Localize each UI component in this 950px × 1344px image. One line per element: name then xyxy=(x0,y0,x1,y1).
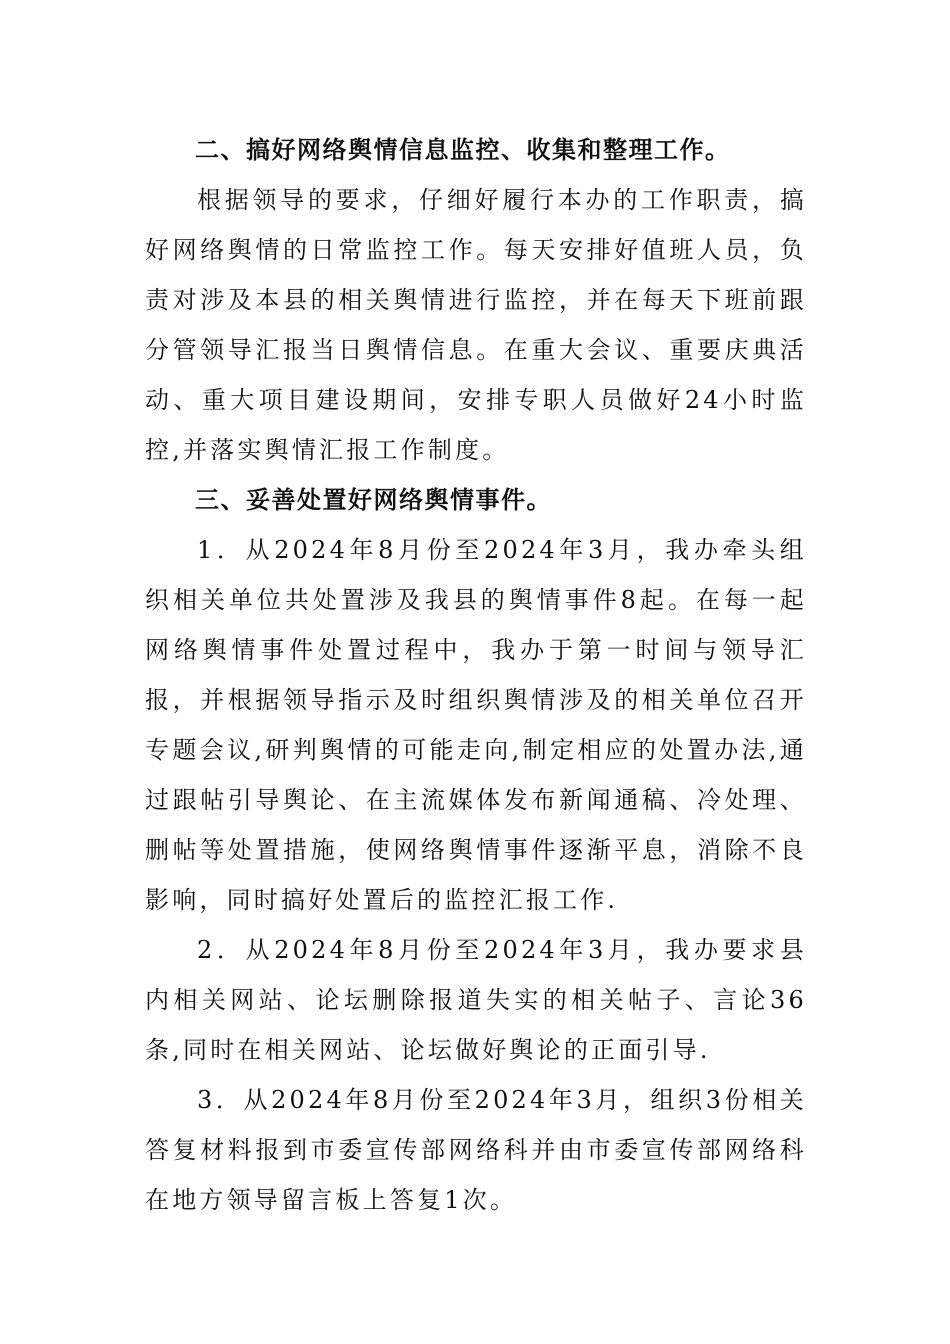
section-3-heading: 三、妥善处置好网络舆情事件。 xyxy=(195,485,552,514)
section-2-paragraph: 根据领导的要求，仔细好履行本办的工作职责，搞好网络舆情的日常监控工作。每天安排好值班人员，负责对涉及本县的相关舆情进行监控，并在每天下班前跟分管领导汇报当日舆情信息。在重大会议、重要庆典活动、重大项目建设期间，安排专职人员做好24小时监控,并落实舆情汇报工作制度。 xyxy=(145,186,807,464)
section-3-item-3: 3．从2024年8月份至2024年3月，组织3份相关答复材料报到市委宣传部网络科并由市委宣传部网络科在地方领导留言板上答复1次。 xyxy=(145,1086,807,1214)
section-3-item-1: 1．从2024年8月份至2024年3月，我办牵头组织相关单位共处置涉及我县的舆情事件8起。在每一起网络舆情事件处置过程中，我办于第一时间与领导汇报，并根据领导指示及时组织舆情涉及的相关单位召开专题会议,研判舆情的可能走向,制定相应的处置办法,通过跟帖引导舆论、在主流媒体发布新闻通稿、冷处理、删帖等处置措施，使网络舆情事件逐渐平息，消除不良影响，同时搞好处置后的监控汇报工作. xyxy=(145,536,807,914)
section-3-item-2: 2．从2024年8月份至2024年3月，我办要求县内相关网站、论坛删除报道失实的相关帖子、言论36条,同时在相关网站、论坛做好舆论的正面引导. xyxy=(145,936,807,1064)
document-body xyxy=(145,125,807,1225)
section-2-heading: 二、搞好网络舆情信息监控、收集和整理工作。 xyxy=(195,135,731,164)
